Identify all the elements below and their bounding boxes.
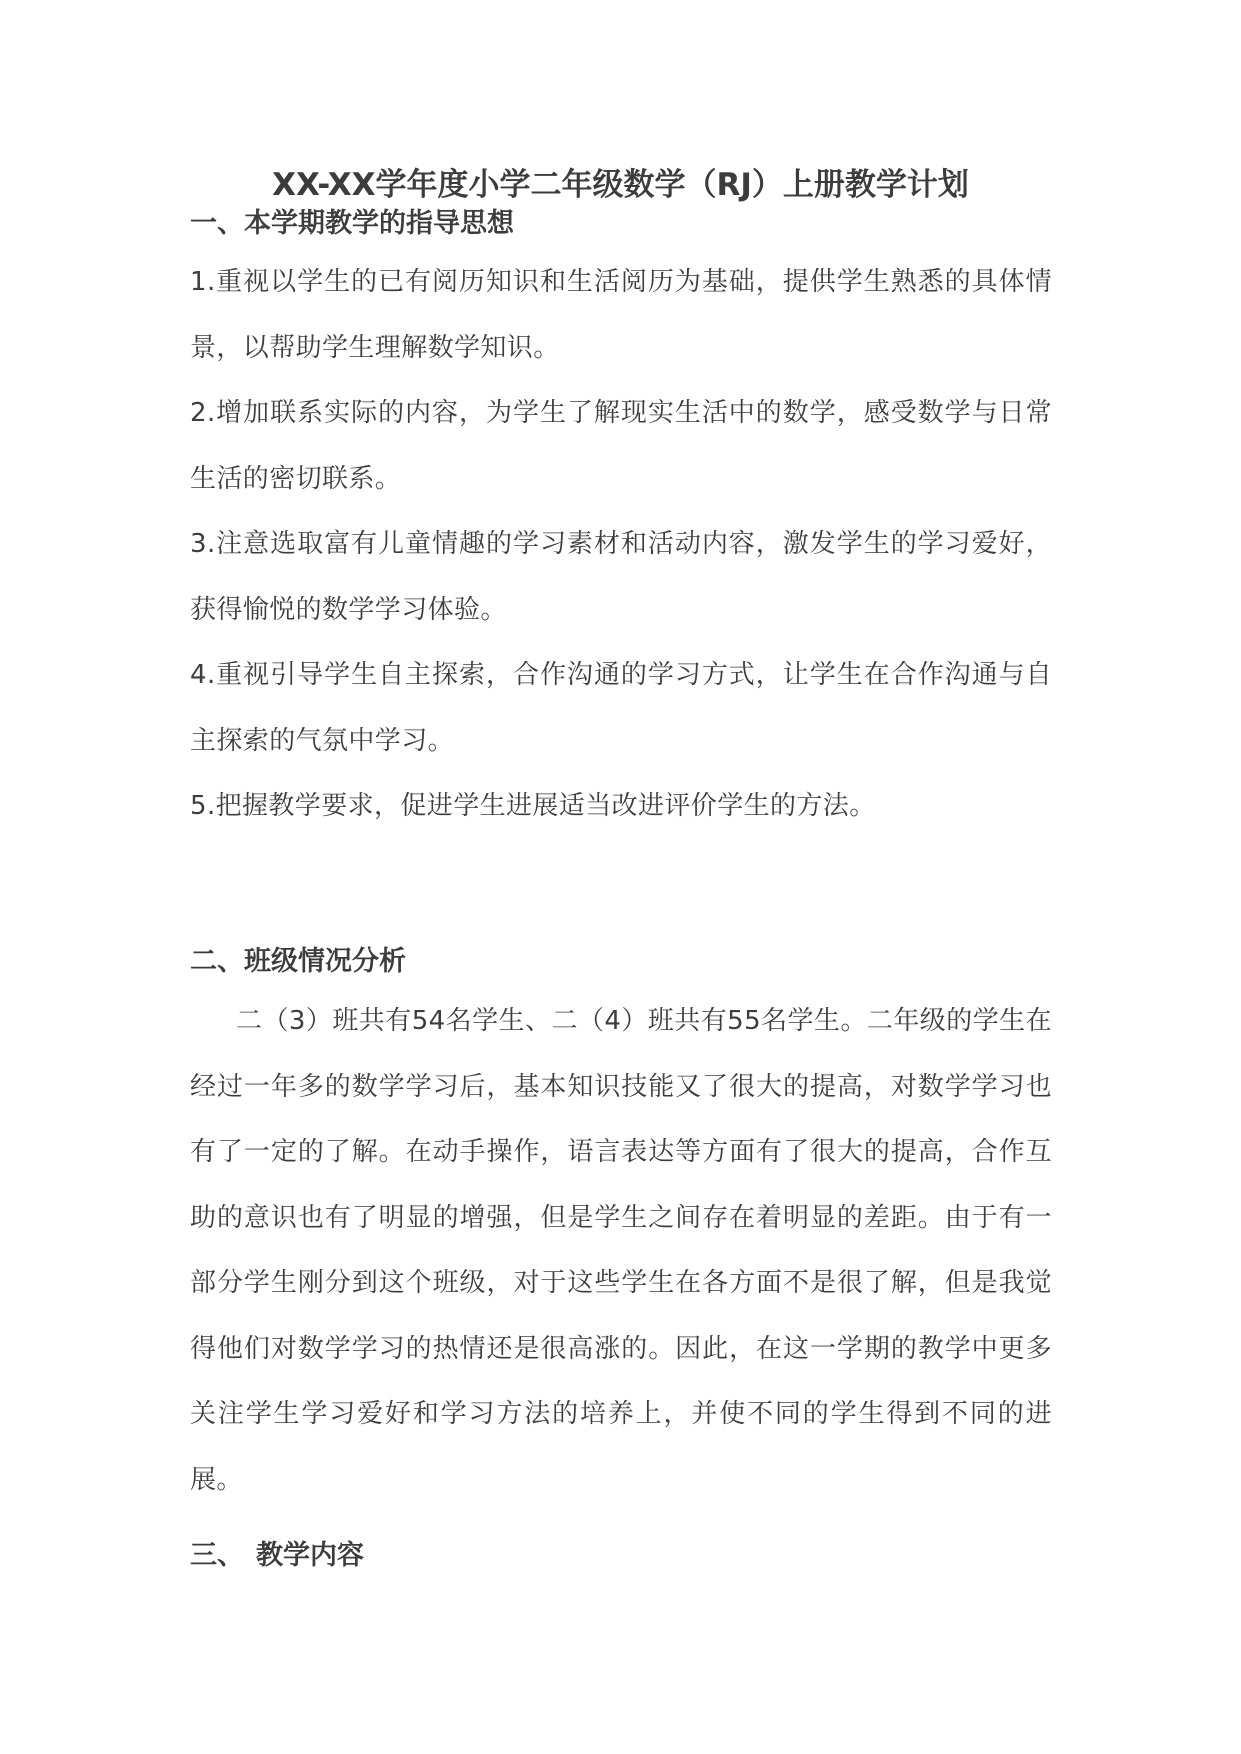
- section-heading-text: 教学内容: [256, 1540, 364, 1571]
- section-heading-number: 三、: [190, 1540, 244, 1571]
- guideline-item-4: 4.重视引导学生自主探索，合作沟通的学习方式，让学生在合作沟通与自主探索的气氛中学习。: [190, 660, 1052, 756]
- guideline-item-5: 5.把握教学要求，促进学生进展适当改进评价学生的方法。: [190, 791, 876, 821]
- section-heading-guiding-ideology: 一、本学期教学的指导思想: [190, 208, 514, 239]
- guideline-item-2: 2.增加联系实际的内容，为学生了解现实生活中的数学，感受数学与日常生活的密切联系。: [190, 398, 1052, 494]
- document-title: XX-XX学年度小学二年级数学（RJ）上册教学计划: [272, 167, 969, 203]
- section-heading-class-analysis: 二、班级情况分析: [190, 946, 406, 977]
- class-analysis-paragraph: 二（3）班共有54名学生、二（4）班共有55名学生。二年级的学生在经过一年多的数学学习后，基本知识技能又了很大的提高，对数学学习也有了一定的了解。在动手操作，语言表达等方面有了很大的提高，合作互助的意识也有了明显的增强，但是学生之间存在着明显的差距。由于有一部分学生刚分到这个班级，对于这些学生在各方面不是很了解，但是我觉得他们对数学学习的热情还是很高涨的。因此，在这一学期的教学中更多关注学生学习爱好和学习方法的培养上，并使不同的学生得到不同的进展。: [190, 1006, 1052, 1495]
- guideline-item-3: 3.注意选取富有儿童情趣的学习素材和活动内容，激发学生的学习爱好，获得愉悦的数学学习体验。: [190, 529, 1052, 625]
- section-heading-teaching-content: [190, 1536, 364, 1576]
- guideline-item-1: 1.重视以学生的已有阅历知识和生活阅历为基础，提供学生熟悉的具体情景，以帮助学生理解数学知识。: [190, 267, 1052, 363]
